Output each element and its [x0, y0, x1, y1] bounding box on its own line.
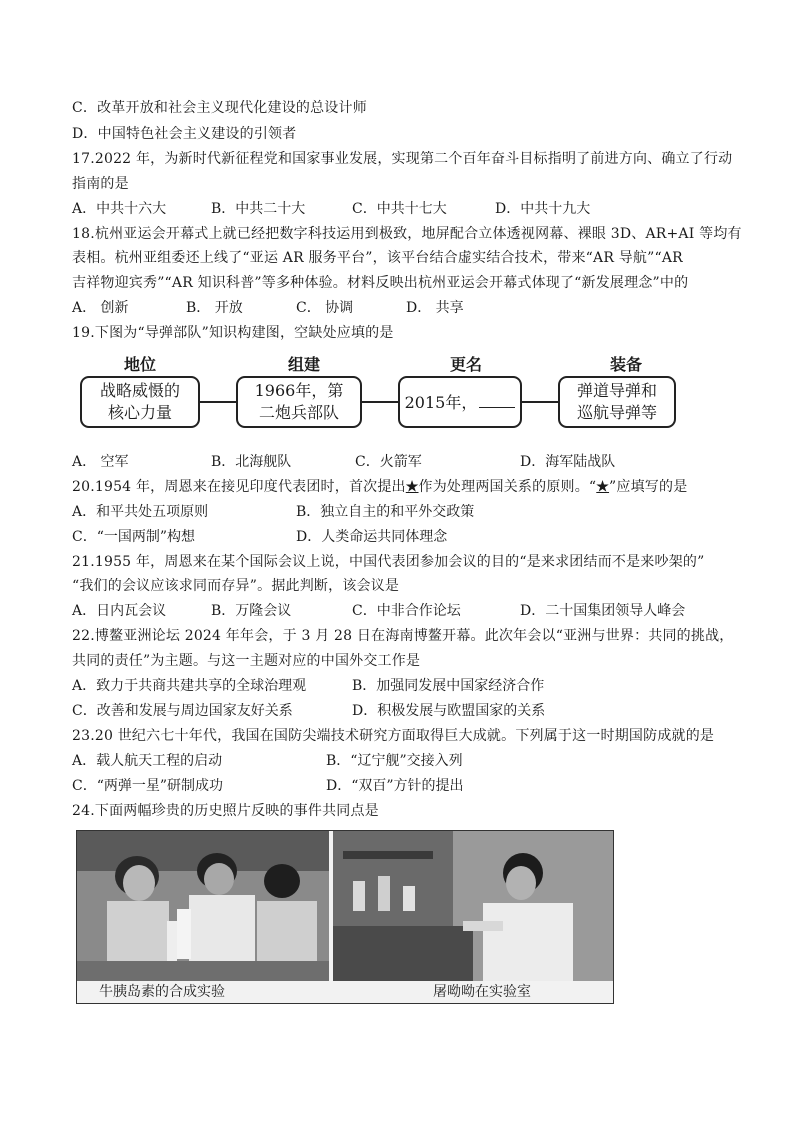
q18-stem-line3: 吉祥物迎宾秀”“AR 知识科普”等多种体验。材料反映出杭州亚运会开幕式体现了“新发展理念”中的: [72, 275, 689, 291]
diagram-header-formation: 组建: [287, 355, 320, 374]
q19-stem: 19.下图为“导弹部队”知识构建图，空缺处应填的是: [72, 325, 394, 341]
tu-youyou-lab-photo: [333, 831, 613, 981]
diagram-box-formation: [236, 376, 362, 428]
q18-stem-line2: 表相。杭州亚组委还上线了“亚运 AR 服务平台”，该平台结合虚实结合技术，带来“AR 导航”“AR: [72, 250, 683, 266]
q21-option-d: D．二十国集团领导人峰会: [520, 603, 686, 619]
q21-stem-line2: “我们的会议应该求同而存异”。据此判断，该会议是: [72, 578, 400, 594]
q22-option-c: C．改善和发展与周边国家友好关系: [72, 703, 293, 719]
q22-option-b: B．加强同发展中国家经济合作: [352, 678, 545, 694]
insulin-experiment-photo: [77, 831, 329, 981]
q24-stem: 24.下面两幅珍贵的历史照片反映的事件共同点是: [72, 803, 379, 819]
diagram-header-status: 地位: [123, 355, 156, 374]
q23-option-a: A．载人航天工程的启动: [72, 753, 223, 769]
diagram-connector: [360, 401, 398, 403]
box-status-line2: 核心力量: [107, 403, 172, 422]
q17-option-b: B．中共二十大: [211, 201, 306, 217]
q22-stem-line2: 共同的责任”为主题。与这一主题对应的中国外交工作是: [72, 653, 421, 669]
q23-option-b: B．“辽宁舰”交接入列: [326, 753, 463, 769]
star-icon: ★: [405, 479, 419, 495]
box-formation-line2: 二炮兵部队: [258, 403, 339, 422]
q19-option-d: D．海军陆战队: [520, 454, 616, 470]
answer-blank: [479, 391, 515, 408]
diagram-header-rename: 更名: [449, 355, 482, 374]
box-rename-text: 2015年，: [404, 392, 478, 412]
q21-option-a: A．日内瓦会议: [72, 603, 167, 619]
q20-stem-part3: ”应填写的是: [609, 479, 688, 495]
q20-stem: [72, 477, 687, 497]
q16-option-d: D．中国特色社会主义建设的引领者: [72, 126, 297, 142]
q18-option-a: A． 创新: [72, 300, 129, 316]
q20-option-c: C．“一国两制”构想: [72, 529, 196, 545]
diagram-box-rename: [398, 376, 522, 428]
diagram-connector: [520, 401, 558, 403]
q19-option-b: B．北海舰队: [211, 454, 292, 470]
q19-option-c: C．火箭军: [355, 454, 422, 470]
diagram-box-status: [80, 376, 200, 428]
q20-blank-star: [406, 479, 419, 495]
q22-option-d: D．积极发展与欧盟国家的关系: [352, 703, 546, 719]
q17-stem-line1: 17.2022 年，为新时代新征程党和国家事业发展，实现第二个百年奋斗目标指明了前进方向、确立了行动: [72, 151, 733, 167]
q23-option-d: D．“双百”方针的提出: [326, 778, 464, 794]
star-icon: ★: [596, 479, 610, 495]
q21-stem-line1: 21.1955 年，周恩来在某个国际会议上说，中国代表团参加会议的目的“是来求团结而不是来吵架的”: [72, 554, 705, 570]
q17-option-a: A．中共十六大: [72, 201, 167, 217]
q21-option-b: B．万隆会议: [211, 603, 292, 619]
q20-option-b: B．独立自主的和平外交政策: [296, 504, 475, 520]
q17-option-c: C．中共十七大: [352, 201, 447, 217]
q16-option-c: C．改革开放和社会主义现代化建设的总设计师: [72, 100, 367, 116]
q20-blank-star-ref: [596, 479, 609, 495]
q22-option-a: A．致力于共商共建共享的全球治理观: [72, 678, 307, 694]
q23-stem: 23.20 世纪六七十年代，我国在国防尖端技术研究方面取得巨大成就。下列属于这一时期国防成就的是: [72, 728, 715, 744]
q19-option-a: A． 空军: [72, 454, 129, 470]
q17-stem-line2: 指南的是: [72, 176, 129, 192]
q17-option-d: D．中共十九大: [495, 201, 591, 217]
caption-insulin: 牛胰岛素的合成实验: [99, 984, 225, 1000]
missile-force-diagram: [72, 352, 688, 436]
caption-tu-youyou: 屠呦呦在实验室: [433, 984, 531, 1000]
q20-stem-part2: 作为处理两国关系的原则。“: [418, 479, 597, 495]
q18-option-b: B． 开放: [186, 300, 243, 316]
q18-option-c: C． 协调: [296, 300, 354, 316]
q18-stem-line1: 18.杭州亚运会开幕式上就已经把数字科技运用到极致，地屏配合立体透视网幕、裸眼 3D、AR+AI 等均有: [72, 226, 742, 242]
box-formation-line1: 1966年，第: [254, 381, 344, 400]
diagram-box-equipment: [558, 376, 676, 428]
q20-option-a: A．和平共处五项原则: [72, 504, 209, 520]
box-equipment-line2: 巡航导弹等: [576, 403, 657, 422]
diagram-connector: [198, 401, 236, 403]
diagram-header-equipment: 装备: [609, 355, 642, 374]
q20-option-d: D．人类命运共同体理念: [296, 529, 448, 545]
q20-stem-part1: 20.1954 年，周恩来在接见印度代表团时，首次提出: [72, 479, 406, 495]
box-status-line1: 战略威慑的: [99, 381, 180, 400]
q18-option-d: D． 共享: [406, 300, 464, 316]
historical-photos: [76, 830, 614, 1004]
q21-option-c: C．中非合作论坛: [352, 603, 461, 619]
q23-option-c: C．“两弹一星”研制成功: [72, 778, 224, 794]
box-equipment-line1: 弹道导弹和: [576, 381, 657, 400]
q22-stem-line1: 22.博鳌亚洲论坛 2024 年年会，于 3 月 28 日在海南博鳌开幕。此次年会以“亚洲与世界：共同的挑战，: [72, 628, 734, 644]
